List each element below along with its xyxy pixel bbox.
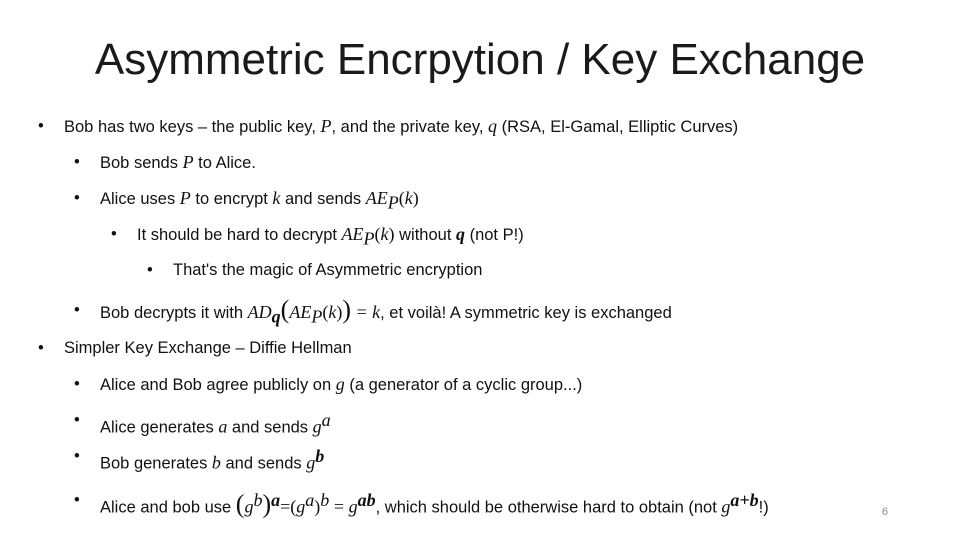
math-sup-a: a — [305, 490, 315, 510]
math-rparen: ) — [388, 224, 395, 244]
text: and sends — [227, 418, 313, 437]
math-big-lparen: ( — [235, 489, 245, 519]
math-big-rparen: ) — [262, 489, 272, 519]
math-sup-ab: ab — [357, 490, 376, 510]
math-eq: = — [333, 496, 345, 517]
text: to encrypt — [190, 190, 273, 208]
math-q: q — [488, 116, 498, 136]
bullet-bob-sends-p — [74, 150, 256, 175]
math-k: k — [380, 224, 389, 244]
text: That's the magic of Asymmetric encryption — [173, 261, 483, 279]
math-eq-k: = k — [351, 302, 381, 322]
math-g: g — [348, 496, 358, 517]
text: Alice uses — [100, 190, 180, 208]
text: Alice and Bob agree publicly on — [100, 376, 336, 394]
text: !) — [758, 498, 769, 517]
math-sub-p: P — [311, 306, 323, 327]
math-rparen: ) — [412, 188, 419, 208]
bullet-dot: • — [74, 447, 80, 465]
math-g: g — [312, 416, 322, 437]
math-P: P — [320, 116, 332, 136]
bullet-alice-generates-a — [74, 408, 331, 440]
bullet-magic — [147, 258, 483, 282]
bullet-agree-on-g — [74, 372, 583, 397]
math-rparen: ) — [336, 302, 343, 322]
text: (RSA, El-Gamal, Elliptic Curves) — [497, 118, 739, 136]
bullet-shared-secret — [74, 488, 769, 520]
text: Alice generates — [100, 418, 219, 437]
math-k: k — [272, 188, 281, 208]
text: to Alice. — [193, 154, 256, 172]
math-rparen: ) — [314, 496, 321, 517]
text: It should be hard to decrypt — [137, 226, 342, 244]
bullet-dot: • — [74, 491, 80, 509]
bullet-dot: • — [74, 411, 80, 429]
math-sup-b: b — [320, 490, 330, 510]
text: without — [394, 226, 456, 244]
bullet-dot: • — [38, 339, 44, 357]
text: Simpler Key Exchange – Diffie Hellman — [64, 339, 352, 357]
math-sub-p: P — [387, 192, 399, 213]
bullet-bob-two-keys — [38, 114, 739, 139]
text: Bob has two keys – the public key, — [64, 118, 321, 136]
math-eq: = — [280, 496, 291, 517]
math-ae: AE — [341, 224, 364, 244]
bullet-diffie-hellman — [38, 336, 352, 360]
text: Bob sends — [100, 154, 183, 172]
text: (a generator of a cyclic group...) — [344, 376, 583, 394]
math-sub-p: P — [363, 228, 375, 249]
math-g: g — [721, 496, 731, 517]
bullet-dot: • — [74, 301, 80, 319]
math-sub-q: q — [271, 306, 281, 327]
text: , et voilà! A symmetric key is exchanged — [380, 304, 672, 322]
math-lparen: ( — [290, 496, 297, 517]
math-q-bold: q — [456, 224, 465, 244]
math-k: k — [404, 188, 413, 208]
slide-title: Asymmetric Encrpytion / Key Exchange — [94, 35, 866, 84]
math-sup-b: b — [253, 490, 263, 510]
bullet-dot: • — [74, 189, 80, 207]
math-g: g — [335, 374, 345, 394]
bullet-dot: • — [38, 117, 44, 135]
math-sup-b: b — [315, 446, 325, 466]
math-lparen: ( — [322, 302, 329, 322]
math-b: b — [211, 452, 221, 473]
page-number: 6 — [881, 506, 888, 518]
math-big-lparen: ( — [280, 295, 290, 324]
bullet-dot: • — [147, 261, 153, 279]
math-ad: AD — [247, 302, 272, 322]
math-P: P — [182, 152, 194, 172]
math-g: g — [296, 496, 306, 517]
math-g: g — [244, 496, 254, 517]
bullet-bob-decrypts — [74, 295, 672, 328]
math-sup-a: a — [271, 490, 281, 510]
bullet-alice-encrypts — [74, 186, 419, 214]
math-ae: AE — [365, 188, 388, 208]
math-k: k — [328, 302, 337, 322]
bullet-dot: • — [74, 375, 80, 393]
math-sup-a: a — [321, 410, 331, 430]
text: and sends — [280, 190, 366, 208]
text: (not P!) — [465, 226, 524, 244]
math-P: P — [179, 188, 191, 208]
text: and sends — [220, 454, 307, 473]
text: Bob generates — [100, 454, 212, 473]
bullet-bob-generates-b — [74, 444, 325, 476]
text: , which should be otherwise hard to obtain (not — [375, 498, 722, 517]
text: , and the private key, — [331, 118, 489, 136]
math-a: a — [218, 416, 228, 437]
text: Bob decrypts it with — [100, 304, 248, 322]
bullet-dot: • — [74, 153, 80, 171]
math-ae: AE — [289, 302, 312, 322]
bullet-hard-to-decrypt — [111, 222, 524, 250]
math-g: g — [306, 452, 316, 473]
math-lparen: ( — [374, 224, 381, 244]
math-lparen: ( — [398, 188, 405, 208]
bullet-dot: • — [111, 225, 117, 243]
math-big-rparen: ) — [342, 295, 351, 324]
math-sup-a-plus-b: a+b — [730, 490, 759, 510]
text: Alice and bob use — [100, 498, 236, 517]
